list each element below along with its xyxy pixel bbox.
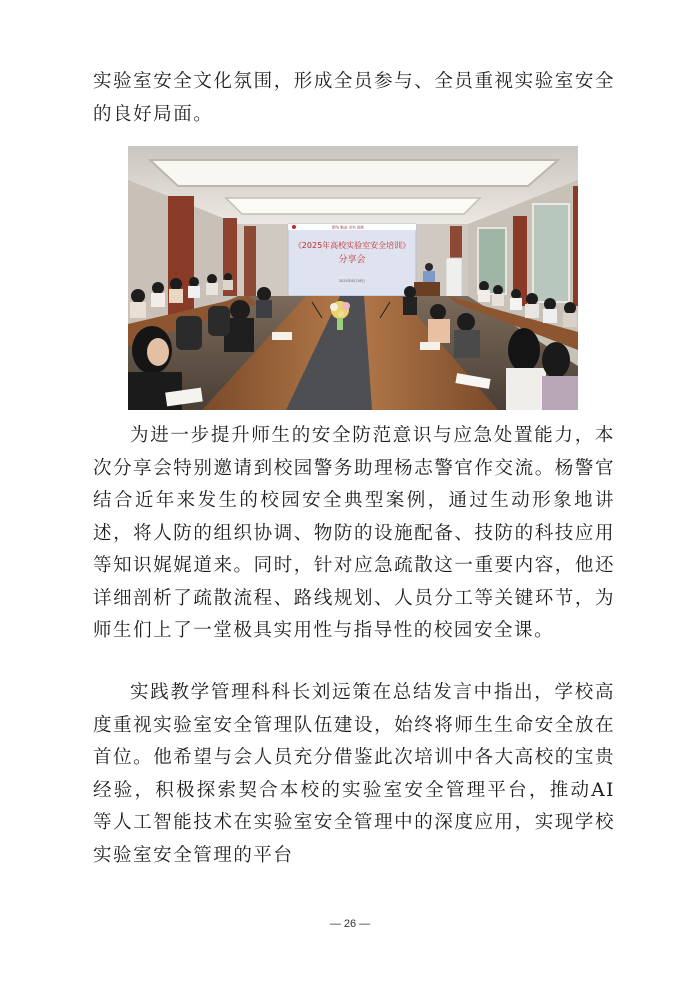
meeting-photo [128,146,578,410]
screen-title: 《2025年高校实验室安全培训》 [293,241,411,250]
ceiling-light-2 [226,198,480,214]
podium [414,282,440,298]
school-logo-icon [292,225,296,229]
air-conditioner [446,258,462,298]
body-paragraph-1 [93,420,615,648]
intro-text: 实验室安全文化氛围，形成全员参与、全员重视实验室安全的良好局面。 [93,71,615,125]
screen-date: 2025年8月18日 [338,279,366,283]
body-paragraph-2 [93,677,615,872]
flower-vase [337,318,343,330]
page-number: — 26 — [329,918,371,930]
window-2 [533,204,569,302]
intro-paragraph [93,66,615,131]
paper-right [420,342,440,350]
paragraph-2-text: 实践教学管理科科长刘远策在总结发言中指出，学校高度重视实验室安全管理队伍建设，始终将师生生命安全放在首位。他希望与会人员充分借鉴此次培训中各大高校的宝贵经验，积极探索契合本校的实验室安全管理平台，推动AI等人工智能技术在实验室安全管理中的深度应用，实现学校实验室安全管理的平台 [93,682,615,866]
paper-left [272,332,292,340]
screen-subtitle: 分享会 [338,255,366,265]
screen-top-banner: 团结 勤奋 求实 创新 [331,225,365,230]
right-pillar-2 [573,186,578,306]
presenter-head [425,263,433,271]
back-door-left [244,226,256,296]
ceiling-light-1 [150,160,558,186]
paragraph-1-text: 为进一步提升师生的安全防范意识与应急处置能力，本次分享会特别邀请到校园警务助理杨志警官作交流。杨警官结合近年来发生的校园安全典型案例，通过生动形象地讲述，将人防的组织协调、物防的设施配备、技防的科技应用等知识娓娓道来。同时，针对应急疏散这一重要内容，他还详细剖析了疏散流程、路线规划、人员分工等关键环节，为师生们上了一堂极具实用性与指导性的校园安全课。 [93,425,615,641]
